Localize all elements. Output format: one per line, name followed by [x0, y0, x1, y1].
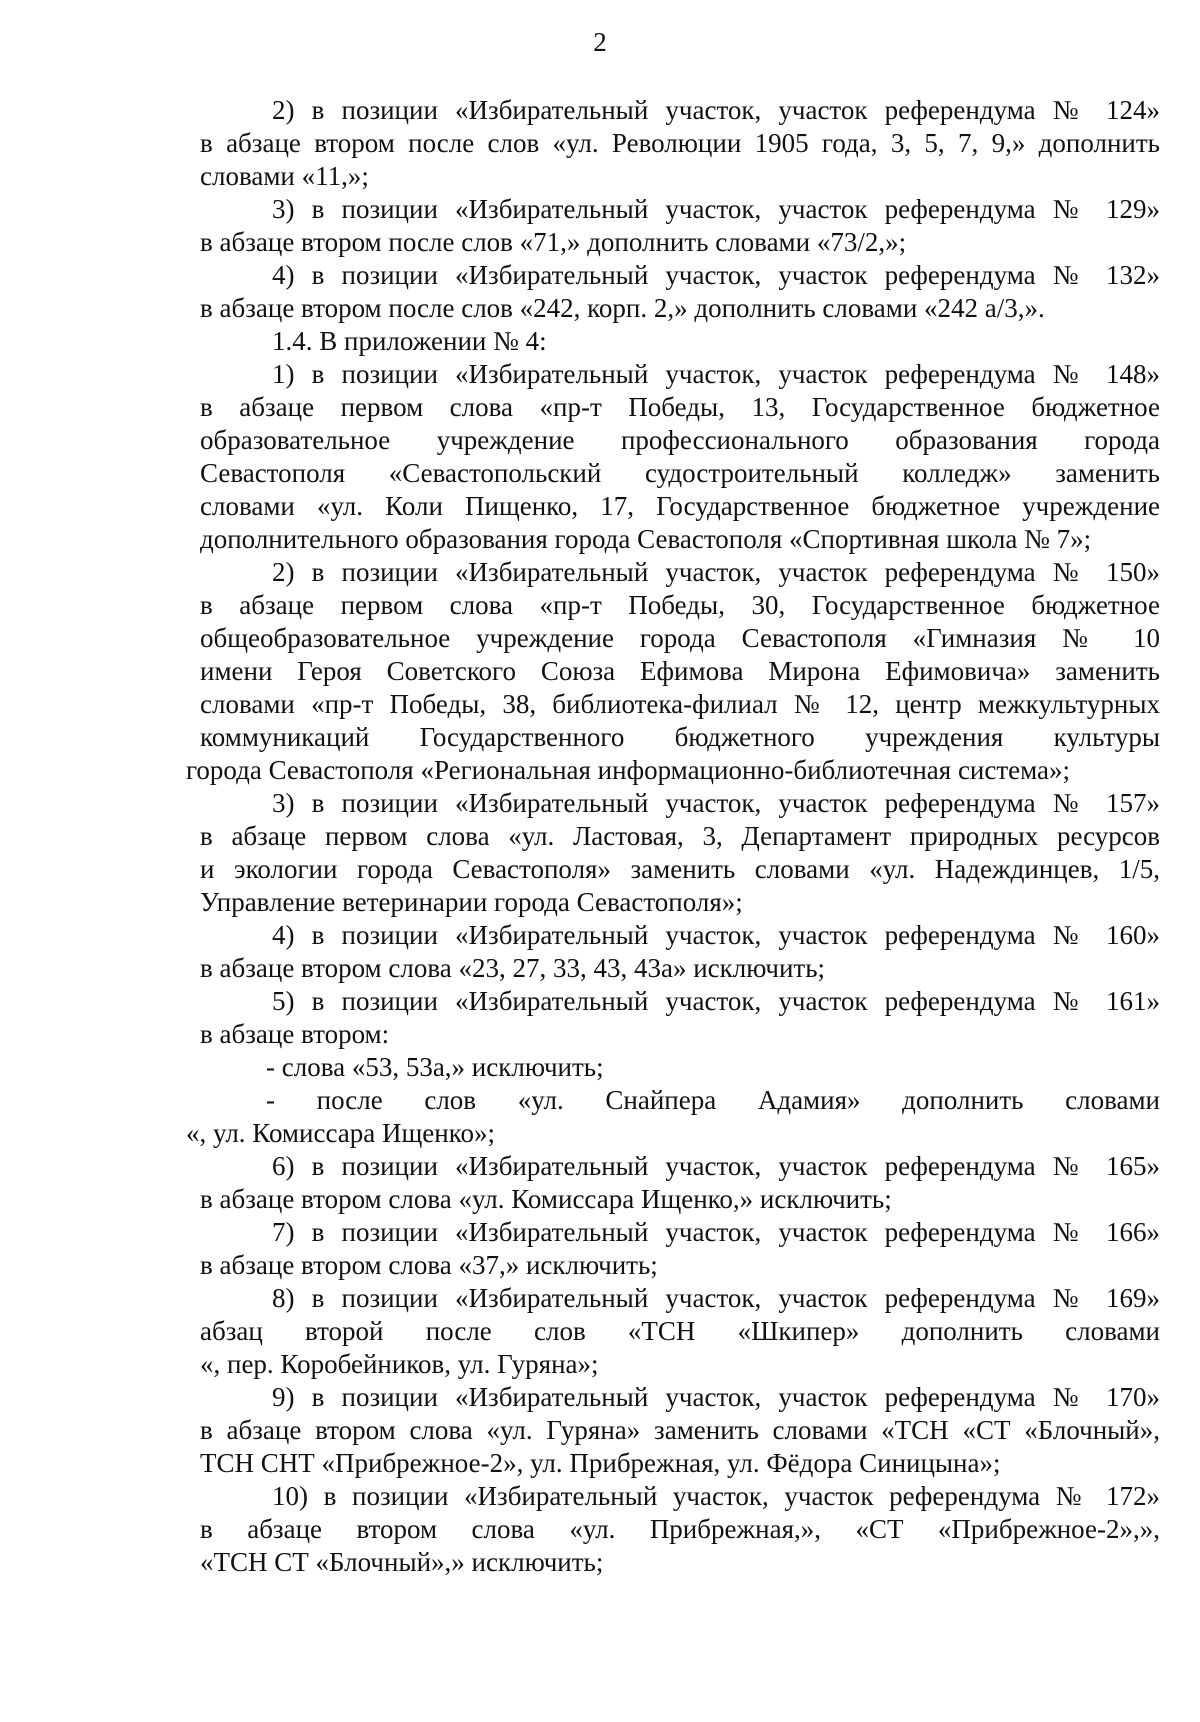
paragraph-line: «, ул. Комиссара Ищенко»; [186, 1118, 495, 1148]
paragraph-line: «ТСН СТ «Блочный»,» исключить; [200, 1547, 604, 1577]
paragraph-line: 2) в позиции «Избирательный участок, участок референдума № 150» [272, 557, 1160, 587]
paragraph-line: 2) в позиции «Избирательный участок, участок референдума № 124» [272, 95, 1160, 125]
paragraph-line: в абзаце втором слова «23, 27, 33, 43, 43а» исключить; [200, 953, 826, 983]
paragraph-line: города Севастополя «Региональная информационно-библиотечная система»; [186, 755, 1071, 785]
paragraph-line: 7) в позиции «Избирательный участок, участок референдума № 166» [272, 1217, 1160, 1247]
list-item-line: - слова «53, 53а,» исключить; [266, 1052, 604, 1082]
paragraph-line: в абзаце втором: [200, 1019, 390, 1049]
paragraph-line: Управление ветеринарии города Севастополя»; [200, 887, 743, 917]
paragraph-line: Севастополя «Севастопольский судостроительный колледж» заменить [200, 458, 1160, 488]
section-heading: 1.4. В приложении № 4: [272, 326, 547, 356]
paragraph-line: 1) в позиции «Избирательный участок, участок референдума № 148» [272, 359, 1160, 389]
paragraph-line: 5) в позиции «Избирательный участок, участок референдума № 161» [272, 986, 1160, 1016]
paragraph-line: 4) в позиции «Избирательный участок, участок референдума № 132» [272, 260, 1160, 290]
paragraph-line: 6) в позиции «Избирательный участок, участок референдума № 165» [272, 1151, 1160, 1181]
paragraph-line: 10) в позиции «Избирательный участок, участок референдума № 172» [272, 1481, 1160, 1511]
paragraph-line: в абзаце первом слова «пр-т Победы, 30, Государственное бюджетное [200, 590, 1160, 620]
paragraph-line: в абзаце втором после слов «ул. Революции 1905 года, 3, 5, 7, 9,» дополнить [200, 128, 1160, 158]
paragraph-line: имени Героя Советского Союза Ефимова Мирона Ефимовича» заменить [200, 656, 1160, 686]
paragraph-line: словами «пр-т Победы, 38, библиотека-филиал № 12, центр межкультурных [200, 689, 1160, 719]
paragraph-line: 3) в позиции «Избирательный участок, участок референдума № 129» [272, 194, 1160, 224]
paragraph-line: в абзаце втором после слов «71,» дополнить словами «73/2,»; [200, 227, 907, 257]
paragraph-line: словами «11,»; [200, 161, 369, 191]
paragraph-line: в абзаце втором слова «ул. Прибрежная,», «СТ «Прибрежное-2»,», [200, 1514, 1160, 1544]
paragraph-line: в абзаце втором слова «ул. Комиссара Ищенко,» исключить; [200, 1184, 892, 1214]
paragraph-line: в абзаце первом слова «пр-т Победы, 13, Государственное бюджетное [200, 392, 1160, 422]
paragraph-line: «, пер. Коробейников, ул. Гуряна»; [200, 1349, 599, 1379]
paragraph-line: образовательное учреждение профессионального образования города [200, 425, 1160, 455]
page-number: 2 [593, 27, 607, 57]
paragraph-line: ТСН СНТ «Прибрежное-2», ул. Прибрежная, ул. Фёдора Синицына»; [200, 1448, 1001, 1478]
paragraph-line: 3) в позиции «Избирательный участок, участок референдума № 157» [272, 788, 1160, 818]
paragraph-line: 4) в позиции «Избирательный участок, участок референдума № 160» [272, 920, 1160, 950]
document-body [186, 94, 1160, 1579]
paragraph-line: в абзаце втором слова «37,» исключить; [200, 1250, 658, 1280]
paragraph-line: словами «ул. Коли Пищенко, 17, Государственное бюджетное учреждение [200, 491, 1160, 521]
list-item-line: - после слов «ул. Снайпера Адамия» дополнить словами [266, 1085, 1160, 1115]
paragraph-line: 8) в позиции «Избирательный участок, участок референдума № 169» [272, 1283, 1160, 1313]
paragraph-line: в абзаце втором слова «ул. Гуряна» заменить словами «ТСН «СТ «Блочный», [200, 1415, 1160, 1445]
paragraph-line: в абзаце первом слова «ул. Ластовая, 3, Департамент природных ресурсов [200, 821, 1160, 851]
paragraph-line: общеобразовательное учреждение города Севастополя «Гимназия № 10 [200, 623, 1160, 653]
paragraph-line: в абзаце втором после слов «242, корп. 2,» дополнить словами «242 а/3,». [200, 293, 1045, 323]
paragraph-line: и экологии города Севастополя» заменить словами «ул. Надеждинцев, 1/5, [200, 854, 1160, 884]
paragraph-line: 9) в позиции «Избирательный участок, участок референдума № 170» [272, 1382, 1160, 1412]
paragraph-line: абзац второй после слов «ТСН «Шкипер» дополнить словами [200, 1316, 1160, 1346]
paragraph-line: дополнительного образования города Севастополя «Спортивная школа № 7»; [200, 524, 1092, 554]
paragraph-line: коммуникаций Государственного бюджетного учреждения культуры [200, 722, 1160, 752]
